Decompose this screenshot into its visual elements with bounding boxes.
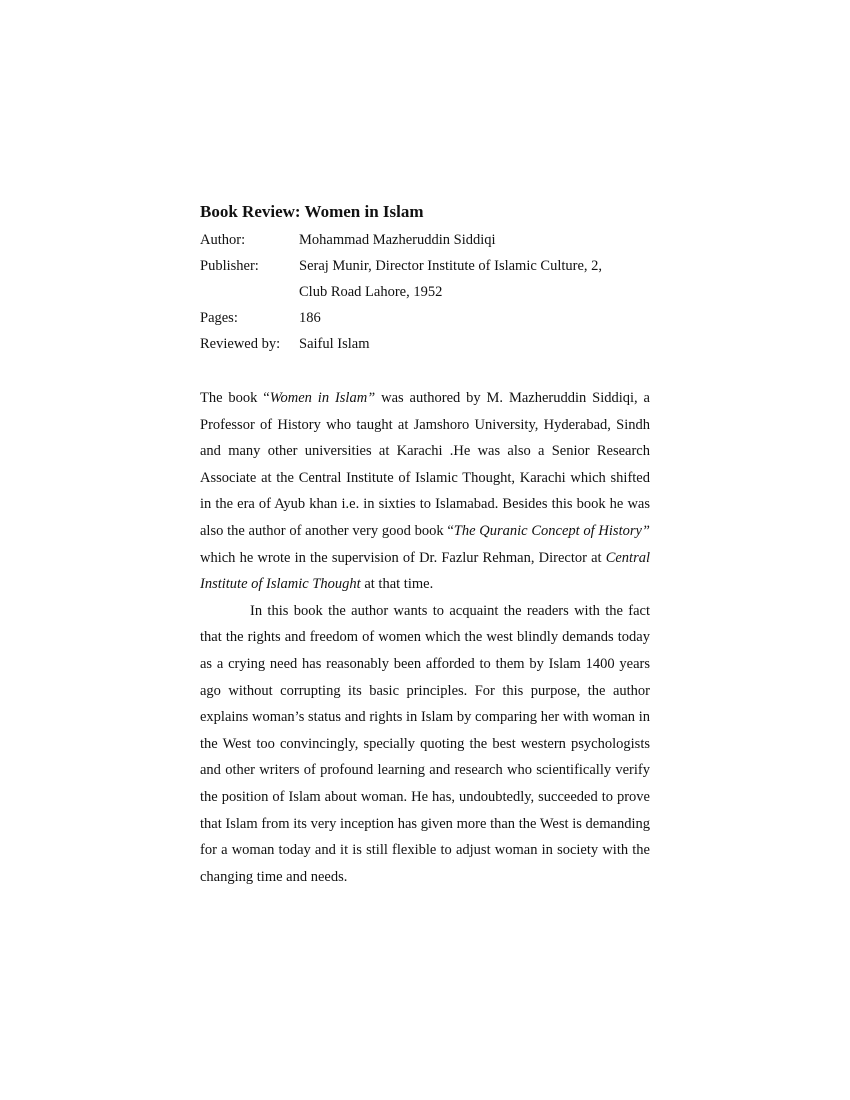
- publisher-row-continued: [200, 279, 650, 305]
- paragraph-2: In this book the author wants to acquaint the readers with the fact that the rights and freedom of women which the west blindly demands today as a crying need has reasonably been afforded to them by Islam 1400 years ago without corrupting its basic principles. For this purpose, the author explains woman’s status and rights in Islam by comparing her with woman in the West too convincingly, specially quoting the best western psychologists and other writers of profound learning and research who scientifically verify the position of Islam about woman. He has, undoubtedly, succeeded to prove that Islam from its very inception has given more than the West is demanding for a woman today and it is still flexible to adjust woman in society with the changing time and needs.: [200, 602, 650, 885]
- paragraph-1: [200, 385, 650, 598]
- p1-text-1: The book “: [200, 390, 270, 406]
- p1-text-3: which he wrote in the supervision of Dr. Fazlur Rehman, Director at: [200, 549, 606, 566]
- pages-row: [200, 305, 650, 331]
- review-title: Book Review: Women in Islam: [200, 202, 424, 221]
- publisher-label-spacer: [200, 279, 299, 305]
- book-title-italic: Women in Islam”: [269, 390, 376, 406]
- publisher-label: Publisher:: [200, 258, 259, 274]
- reviewer-row: [200, 331, 650, 357]
- document-page: [200, 200, 650, 890]
- publisher-value-line2: Club Road Lahore, 1952: [299, 284, 443, 300]
- pages-value: 186: [299, 310, 321, 326]
- author-row: [200, 227, 650, 253]
- reviewer-value: Saiful Islam: [299, 336, 370, 352]
- author-value: Mohammad Mazheruddin Siddiqi: [299, 232, 496, 248]
- p1-text-2: was authored by M. Mazheruddin Siddiqi, a Professor of History who taught at Jamshoro University, Hyderabad, Sindh and many other universities at Karachi .He was also a Senior Research Associate at the Central Institute of Islamic Thought, Karachi which shifted in the era of Ayub khan i.e. in sixties to Islamabad. Besides this book he was also the author of another very good book “: [200, 390, 650, 539]
- reviewer-label: Reviewed by:: [200, 336, 281, 352]
- publisher-row: [200, 253, 650, 279]
- institute-name-italic: Central Institute of Islamic Thought: [200, 549, 650, 593]
- p1-text-4: at that time.: [360, 576, 434, 593]
- book-details: [200, 227, 650, 357]
- pages-label: Pages:: [200, 310, 238, 326]
- other-book-title-italic: The Quranic Concept of History”: [453, 522, 650, 539]
- author-label: Author:: [200, 232, 246, 248]
- review-body: [200, 385, 650, 890]
- publisher-value-line1: Seraj Munir, Director Institute of Islamic Culture, 2,: [299, 258, 603, 274]
